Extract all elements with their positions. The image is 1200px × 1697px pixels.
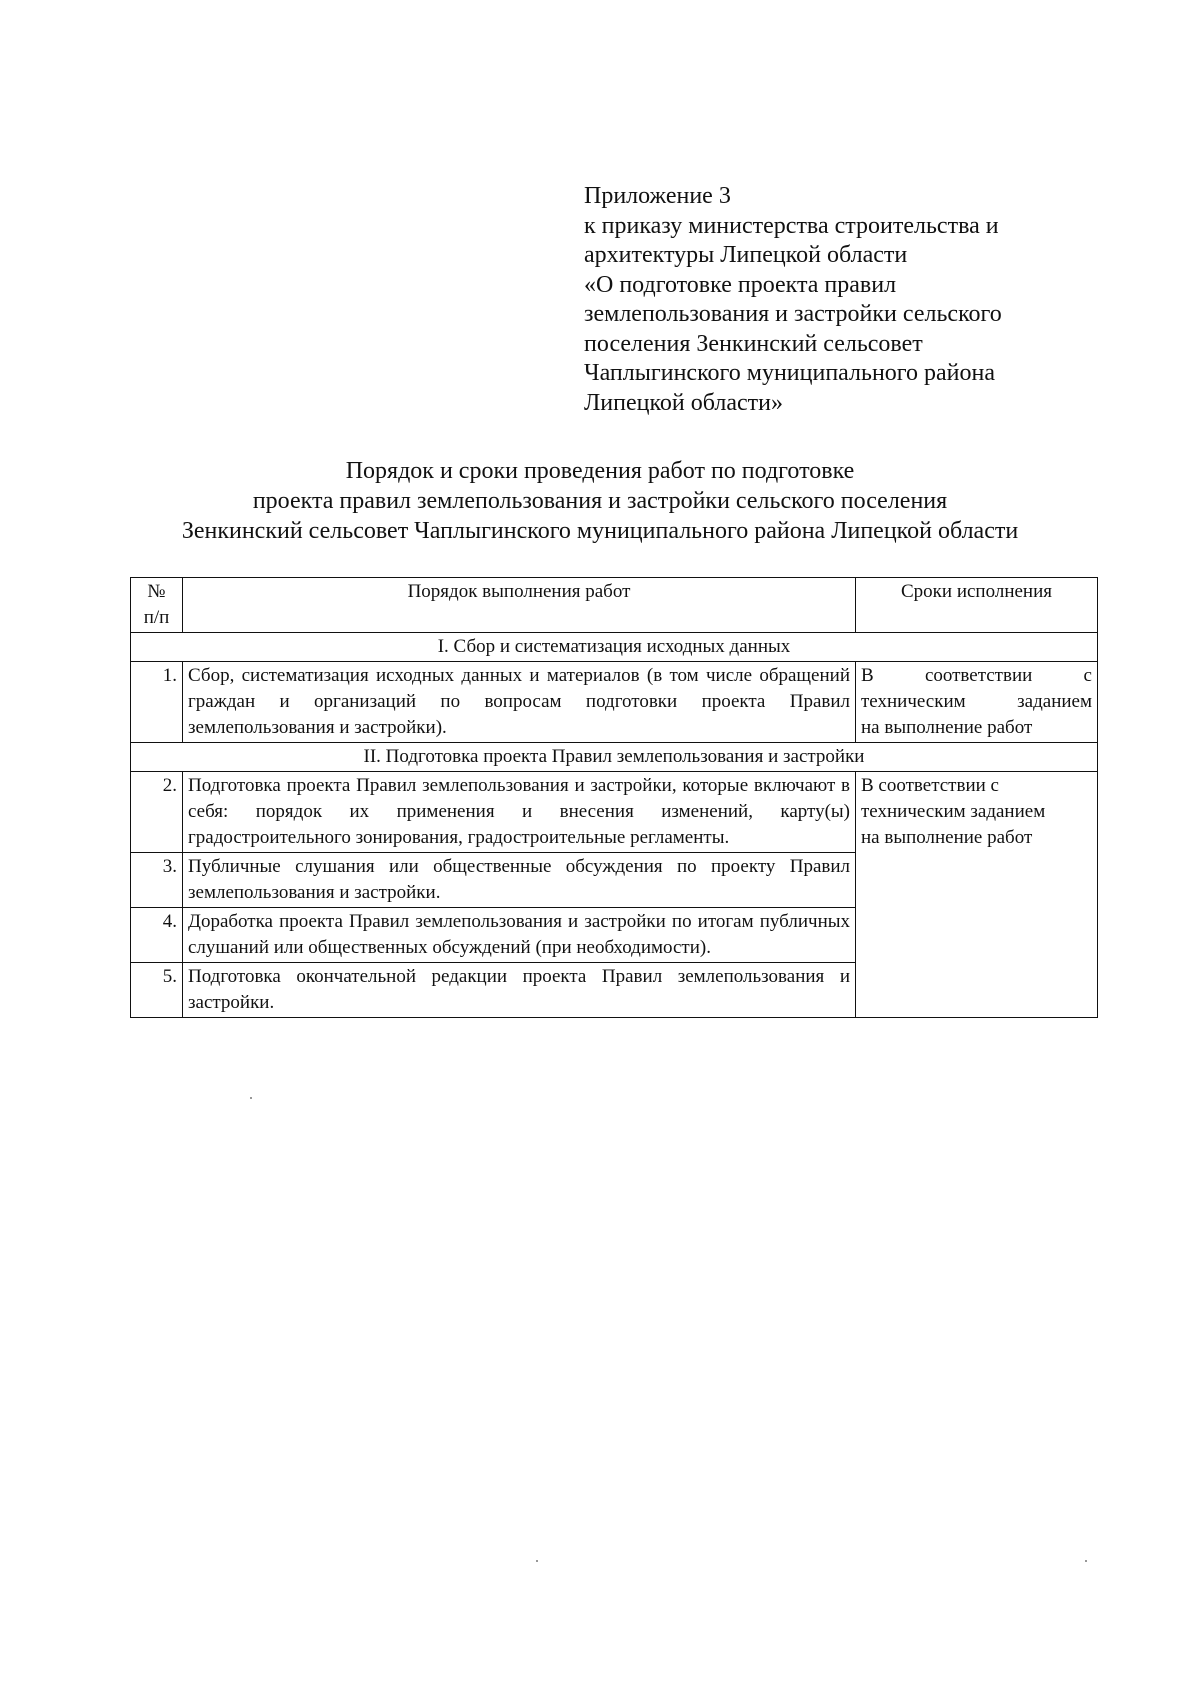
deadline-line: В соответствии с (861, 665, 1092, 686)
table-header-row (131, 578, 1098, 633)
appendix-line: Чаплыгинского муниципального района (584, 360, 996, 386)
appendix-line: поселения Зенкинский сельсовет (584, 330, 923, 357)
header-deadline-cell: Сроки исполнения (856, 578, 1098, 633)
table-row (131, 772, 1098, 853)
row-number: 2. (131, 772, 183, 853)
scan-speck (250, 1097, 252, 1099)
deadline-line: техническим заданием (861, 801, 1046, 822)
appendix-line: к приказу министерства строительства и (584, 212, 999, 239)
row-work-description: Доработка проекта Правил землепользования и застройки по итогам публичных слушаний или общественных обсуждений (при необходимости). (183, 908, 856, 963)
header-number-symbol: № (147, 581, 166, 602)
appendix-line: «О подготовке проекта правил (584, 271, 897, 298)
table-row (131, 662, 1098, 743)
header-number-abbr: п/п (143, 607, 170, 628)
deadline-line: на выполнение работ (861, 717, 1033, 738)
appendix-line: Липецкой области» (584, 389, 783, 416)
row-number: 3. (131, 853, 183, 908)
appendix-header (584, 182, 1124, 418)
header-work-order-cell: Порядок выполнения работ (183, 578, 856, 633)
row-work-description: Подготовка проекта Правил землепользования и застройки, которые включают в себя: порядок их применения и внесения изменений, карту(ы) градостроительного зонирования, градостроительные регламенты. (183, 772, 856, 853)
row-deadline-merged (856, 772, 1098, 1018)
works-schedule-table (130, 577, 1098, 1018)
title-line: проекта правил землепользования и застройки сельского поселения (252, 488, 948, 514)
header-number-cell (131, 578, 183, 633)
document-title (100, 456, 1100, 546)
row-work-description: Подготовка окончательной редакции проекта Правил землепользования и застройки. (183, 963, 856, 1018)
section-title-2: II. Подготовка проекта Правил землепользования и застройки (131, 743, 1098, 772)
appendix-line: Приложение 3 (584, 183, 731, 209)
row-work-description: Сбор, систематизация исходных данных и материалов (в том числе обращений граждан и организаций по вопросам подготовки проекта Правил землепользования и застройки). (183, 662, 856, 743)
deadline-line: на выполнение работ (861, 827, 1033, 848)
section-row (131, 743, 1098, 772)
scan-speck (536, 1560, 538, 1562)
row-number: 1. (131, 662, 183, 743)
row-work-description: Публичные слушания или общественные обсуждения по проекту Правил землепользования и застройки. (183, 853, 856, 908)
section-row (131, 633, 1098, 662)
scan-speck (1085, 1560, 1087, 1562)
title-line: Зенкинский сельсовет Чаплыгинского муниципального района Липецкой области (181, 518, 1019, 544)
deadline-line: В соответствии с (861, 775, 999, 796)
deadline-line: техническим заданием (861, 691, 1092, 712)
title-line: Порядок и сроки проведения работ по подготовке (345, 458, 855, 484)
row-number: 5. (131, 963, 183, 1018)
appendix-line: землепользования и застройки сельского (584, 301, 1002, 327)
row-deadline (856, 662, 1098, 743)
section-title-1: I. Сбор и систематизация исходных данных (131, 633, 1098, 662)
appendix-line: архитектуры Липецкой области (584, 242, 908, 268)
row-number: 4. (131, 908, 183, 963)
